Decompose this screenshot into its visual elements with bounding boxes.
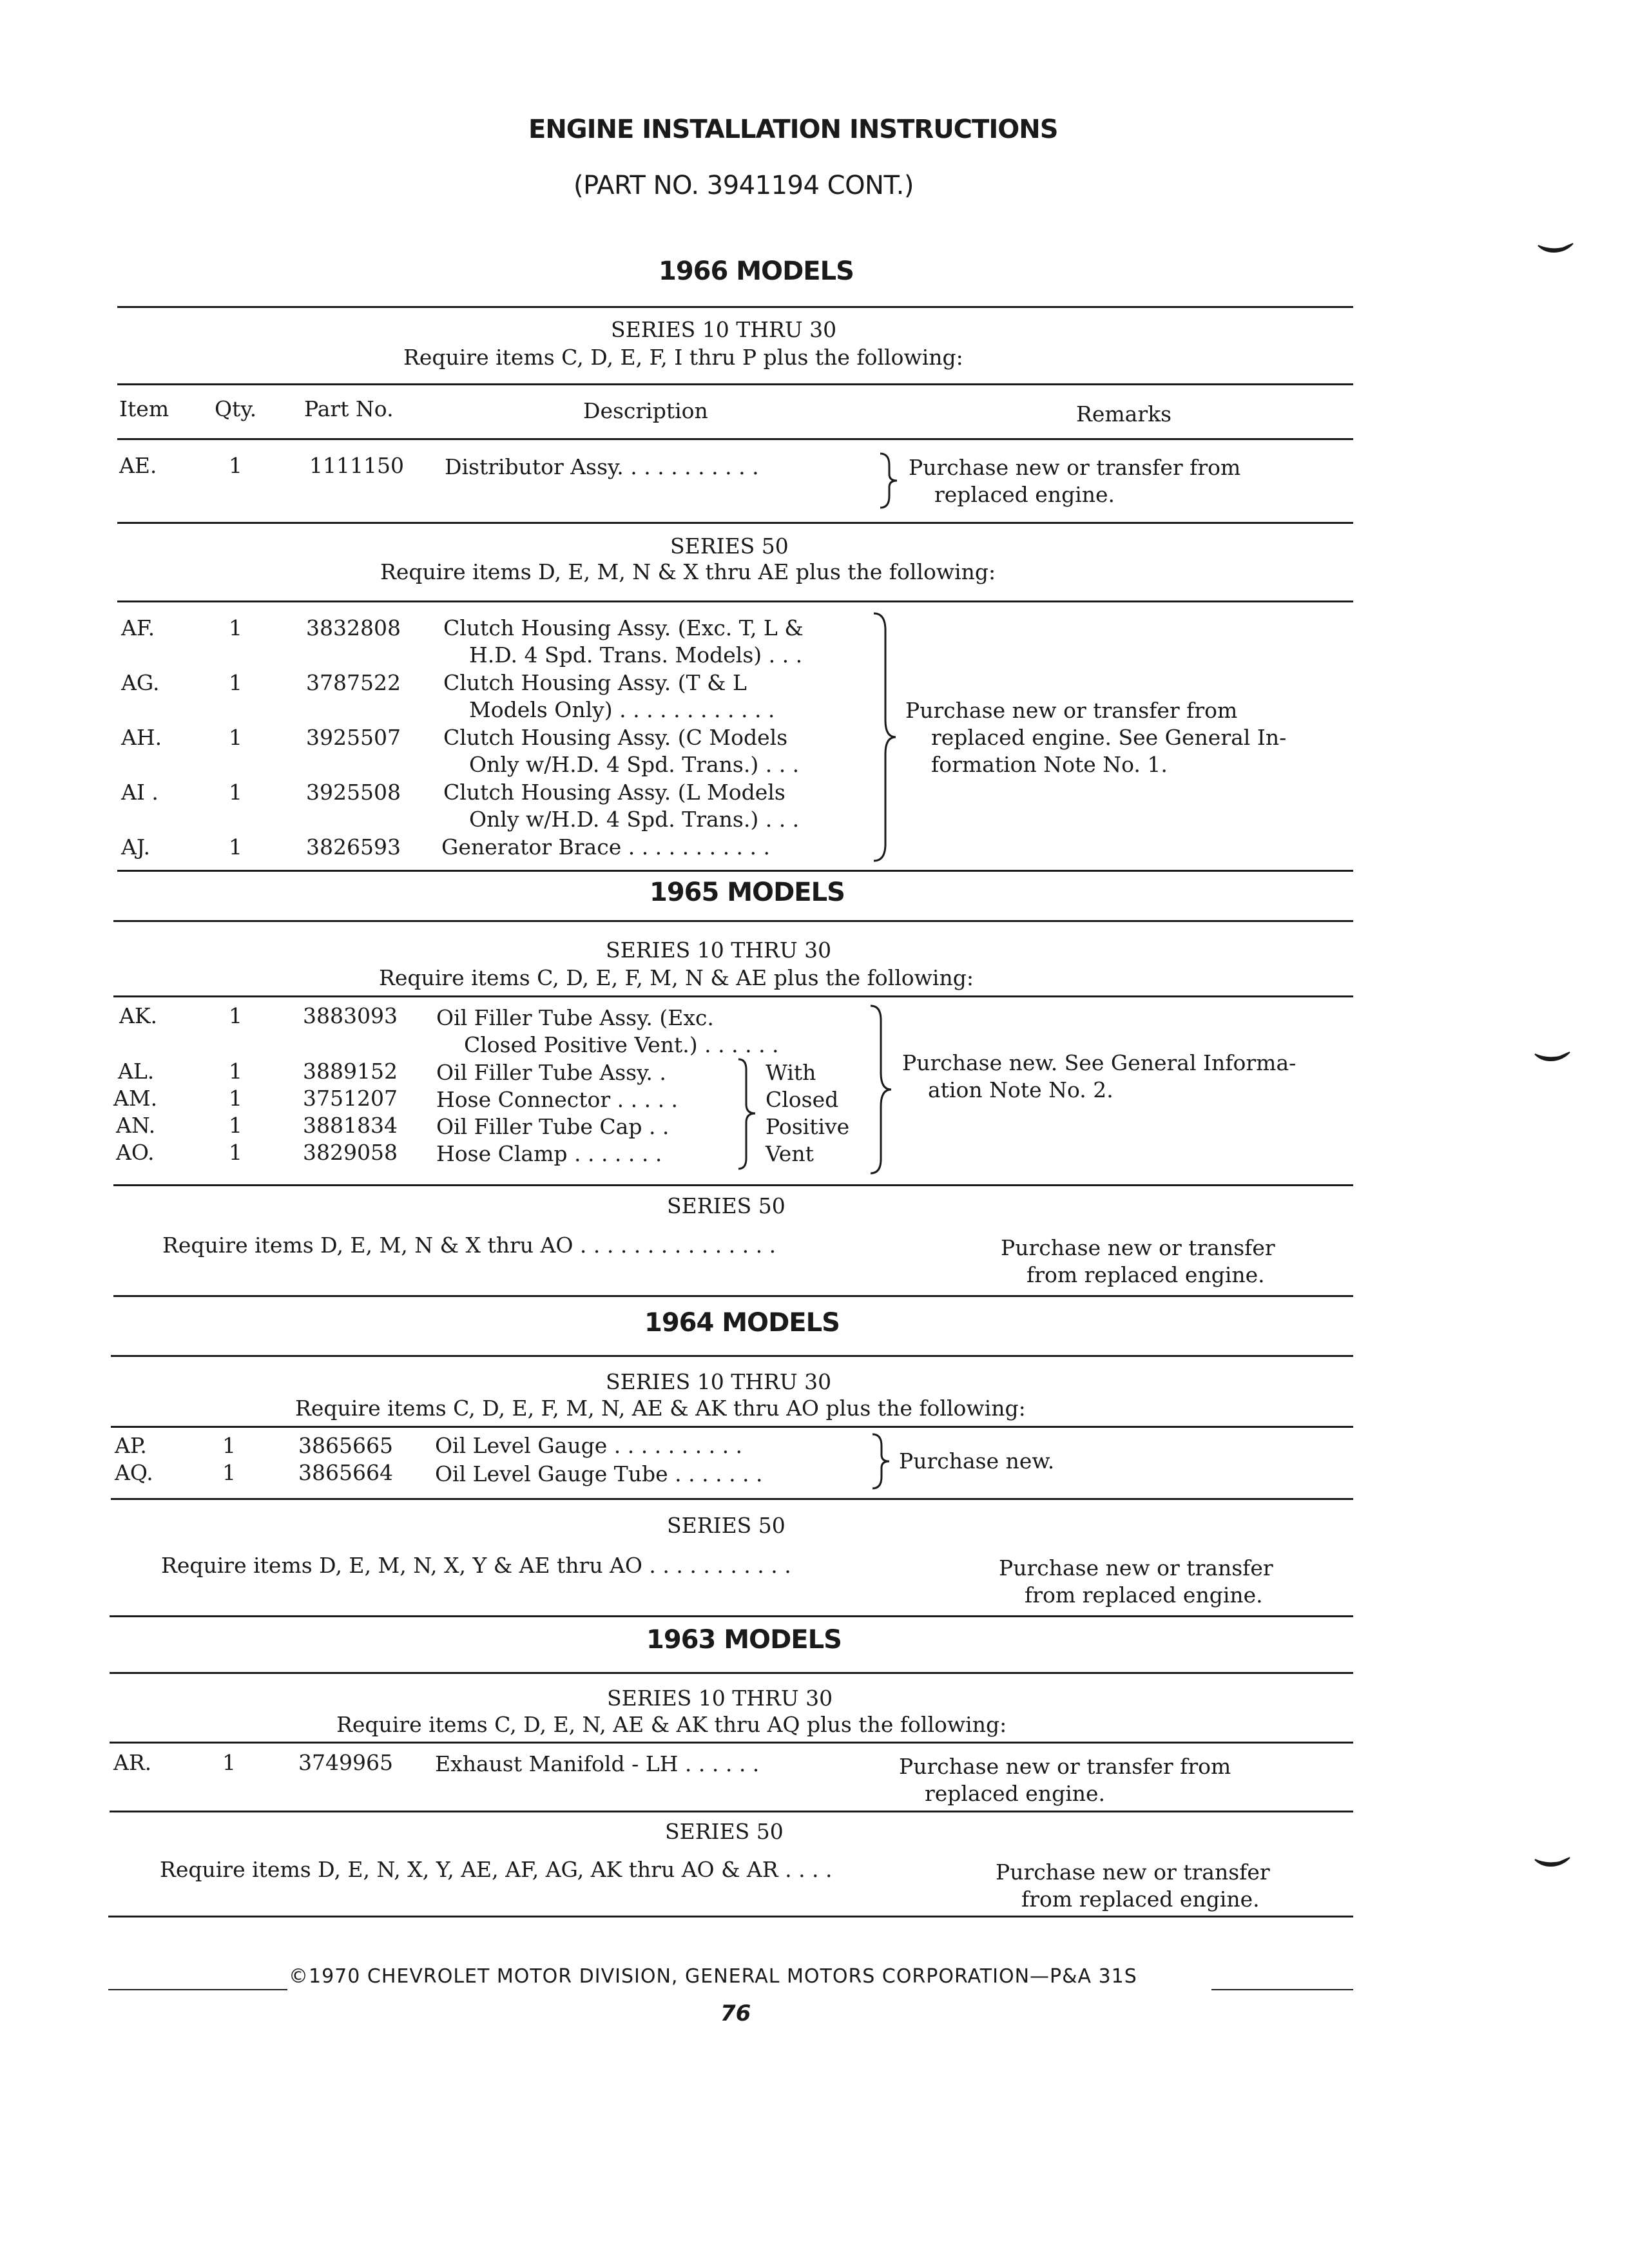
description: Clutch Housing Assy. (T & L <box>443 670 747 695</box>
item-code: AK. <box>119 1003 157 1028</box>
item-code: AP. <box>115 1433 147 1458</box>
requirement-text: Require items C, D, E, N, AE & AK thru AQ plus the following: <box>336 1712 1007 1737</box>
item-code: AE. <box>119 453 157 478</box>
part-number: 3751207 <box>303 1086 398 1111</box>
remark-text: Purchase new or transfer <box>996 1860 1270 1885</box>
divider <box>110 1615 1353 1617</box>
divider <box>117 601 1353 602</box>
positive-vent-label: With <box>766 1060 816 1085</box>
divider <box>110 1811 1353 1812</box>
heading-1965-models: 1965 MODELS <box>650 878 845 907</box>
description-continued: Only w/H.D. 4 Spd. Trans.) . . . <box>469 752 800 777</box>
quantity: 1 <box>229 1086 242 1111</box>
quantity: 1 <box>222 1460 236 1485</box>
divider <box>111 1498 1353 1500</box>
quantity: 1 <box>229 1113 242 1138</box>
heading-1963-models: 1963 MODELS <box>646 1625 842 1655</box>
divider <box>113 995 1353 997</box>
description: Hose Connector . . . . . <box>436 1087 679 1112</box>
divider <box>111 1426 1353 1428</box>
part-number: 3883093 <box>303 1003 398 1028</box>
divider <box>117 870 1353 872</box>
part-number: 3865665 <box>298 1433 393 1458</box>
positive-vent-label: Positive <box>766 1114 850 1139</box>
part-number: 3826593 <box>306 834 401 860</box>
divider <box>113 1184 1353 1186</box>
divider <box>110 1742 1353 1744</box>
part-number: 3925507 <box>306 725 401 750</box>
requirement-text: Require items D, E, M, N & X thru AE plus the following: <box>380 559 996 584</box>
item-code: AQ. <box>115 1460 153 1485</box>
right-brace-icon <box>876 451 902 510</box>
description: Clutch Housing Assy. (L Models <box>443 780 786 805</box>
part-number: 3829058 <box>303 1140 398 1165</box>
remark-text: from replaced engine. <box>1025 1582 1263 1608</box>
requirement-text: Require items C, D, E, F, M, N & AE plus the following: <box>379 965 974 990</box>
series-title: SERIES 10 THRU 30 <box>606 937 832 963</box>
page-number: 76 <box>720 2001 751 2026</box>
quantity: 1 <box>229 615 242 640</box>
column-header-item: Item <box>119 396 169 421</box>
divider <box>113 920 1353 922</box>
item-code: AF. <box>121 615 155 640</box>
part-number: 3749965 <box>298 1750 393 1775</box>
description: Generator Brace . . . . . . . . . . . <box>441 834 771 860</box>
column-header-part-no: Part No. <box>304 396 394 421</box>
item-code: AJ. <box>121 834 150 860</box>
remark-text: Purchase new or transfer from <box>899 1754 1231 1779</box>
remark-text: from replaced engine. <box>1021 1887 1260 1912</box>
quantity: 1 <box>229 670 242 695</box>
series-title: SERIES 50 <box>665 1819 784 1844</box>
series-title: SERIES 50 <box>667 1513 786 1538</box>
quantity: 1 <box>229 1140 242 1165</box>
remark-text: from replaced engine. <box>1027 1262 1265 1287</box>
remark-text: ation Note No. 2. <box>928 1077 1113 1102</box>
remark-text: Purchase new. <box>899 1448 1055 1474</box>
requirement-text: Require items C, D, E, F, M, N, AE & AK thru AO plus the following: <box>295 1396 1026 1421</box>
footer-rule-right <box>1211 1989 1353 1990</box>
right-brace-icon <box>870 611 900 863</box>
remark-text: Purchase new or transfer from <box>909 455 1241 480</box>
description: Clutch Housing Assy. (C Models <box>443 725 788 750</box>
remark-text: Purchase new or transfer <box>1001 1235 1275 1260</box>
item-code: AO. <box>116 1140 155 1165</box>
divider <box>117 522 1353 524</box>
remark-text: Purchase new or transfer from <box>905 698 1238 723</box>
divider <box>117 438 1353 440</box>
margin-mark-icon <box>1534 1856 1572 1870</box>
description: Clutch Housing Assy. (Exc. T, L & <box>443 615 804 640</box>
page-subtitle: (PART NO. 3941194 CONT.) <box>574 171 914 200</box>
divider <box>108 1916 1353 1917</box>
heading-1966-models: 1966 MODELS <box>659 256 854 286</box>
part-number: 3832808 <box>306 615 401 640</box>
description: Exhaust Manifold - LH . . . . . . <box>435 1751 760 1776</box>
margin-mark-icon <box>1534 1050 1572 1064</box>
positive-vent-label: Vent <box>766 1141 814 1166</box>
divider <box>110 1672 1353 1674</box>
remark-text: replaced engine. <box>934 482 1115 507</box>
right-brace-icon <box>867 1003 895 1177</box>
requirement-text: Require items D, E, M, N & X thru AO . . . . . . . . . . . . . . . <box>162 1233 776 1258</box>
description-continued: Models Only) . . . . . . . . . . . . <box>469 697 775 722</box>
quantity: 1 <box>229 1003 242 1028</box>
requirement-text: Require items D, E, M, N, X, Y & AE thru AO . . . . . . . . . . . <box>161 1553 791 1578</box>
description: Distributor Assy. . . . . . . . . . . <box>445 454 759 479</box>
divider <box>111 1355 1353 1357</box>
series-title: SERIES 10 THRU 30 <box>606 1369 832 1394</box>
column-header-description: Description <box>583 398 708 423</box>
column-header-remarks: Remarks <box>1076 401 1172 427</box>
divider <box>117 383 1353 385</box>
series-title: SERIES 50 <box>667 1193 786 1218</box>
item-code: AG. <box>121 670 160 695</box>
item-code: AN. <box>116 1113 156 1138</box>
part-number: 3787522 <box>306 670 401 695</box>
footer-rule-left <box>108 1989 287 1990</box>
description-continued: Only w/H.D. 4 Spd. Trans.) . . . <box>469 807 800 832</box>
remark-text: Purchase new. See General Informa- <box>902 1050 1296 1075</box>
series-title: SERIES 10 THRU 30 <box>607 1686 833 1711</box>
divider <box>117 306 1353 308</box>
right-brace-icon <box>869 1432 894 1491</box>
item-code: AR. <box>113 1750 152 1775</box>
heading-1964-models: 1964 MODELS <box>644 1308 840 1338</box>
series-title: SERIES 50 <box>670 533 789 559</box>
quantity: 1 <box>229 1059 242 1084</box>
description: Oil Filler Tube Assy. . <box>436 1060 666 1085</box>
remark-text: Purchase new or transfer <box>999 1555 1273 1581</box>
divider <box>113 1295 1353 1297</box>
quantity: 1 <box>222 1433 236 1458</box>
item-code: AL. <box>118 1059 155 1084</box>
part-number: 3865664 <box>298 1460 393 1485</box>
quantity: 1 <box>229 834 242 860</box>
description: Oil Level Gauge . . . . . . . . . . <box>435 1433 743 1458</box>
part-number: 3881834 <box>303 1113 398 1138</box>
item-code: AM. <box>113 1086 158 1111</box>
part-number: 3889152 <box>303 1059 398 1084</box>
margin-mark-icon <box>1537 242 1576 256</box>
description: Hose Clamp . . . . . . . <box>436 1141 662 1166</box>
quantity: 1 <box>229 453 242 478</box>
item-code: AI . <box>121 780 159 805</box>
part-number: 3925508 <box>306 780 401 805</box>
column-header-qty: Qty. <box>215 396 257 421</box>
description: Oil Filler Tube Cap . . <box>436 1114 670 1139</box>
quantity: 1 <box>229 725 242 750</box>
description: Oil Filler Tube Assy. (Exc. <box>436 1005 714 1030</box>
copyright-notice: ©1970 CHEVROLET MOTOR DIVISION, GENERAL MOTORS CORPORATION—P&A 31S <box>289 1965 1137 1988</box>
right-brace-icon <box>735 1057 760 1173</box>
remark-text: formation Note No. 1. <box>931 752 1168 777</box>
quantity: 1 <box>229 780 242 805</box>
description-continued: Closed Positive Vent.) . . . . . . <box>464 1032 779 1057</box>
item-code: AH. <box>121 725 162 750</box>
quantity: 1 <box>222 1750 236 1775</box>
page-title: ENGINE INSTALLATION INSTRUCTIONS <box>528 115 1058 144</box>
series-title: SERIES 10 THRU 30 <box>611 317 837 342</box>
requirement-text: Require items D, E, N, X, Y, AE, AF, AG, AK thru AO & AR . . . . <box>160 1857 833 1882</box>
description-continued: H.D. 4 Spd. Trans. Models) . . . <box>469 642 803 668</box>
remark-text: replaced engine. <box>925 1781 1106 1806</box>
part-number: 1111150 <box>309 453 404 478</box>
description: Oil Level Gauge Tube . . . . . . . <box>435 1461 763 1486</box>
remark-text: replaced engine. See General In- <box>931 725 1287 750</box>
positive-vent-label: Closed <box>766 1087 839 1112</box>
requirement-text: Require items C, D, E, F, I thru P plus the following: <box>403 345 963 370</box>
